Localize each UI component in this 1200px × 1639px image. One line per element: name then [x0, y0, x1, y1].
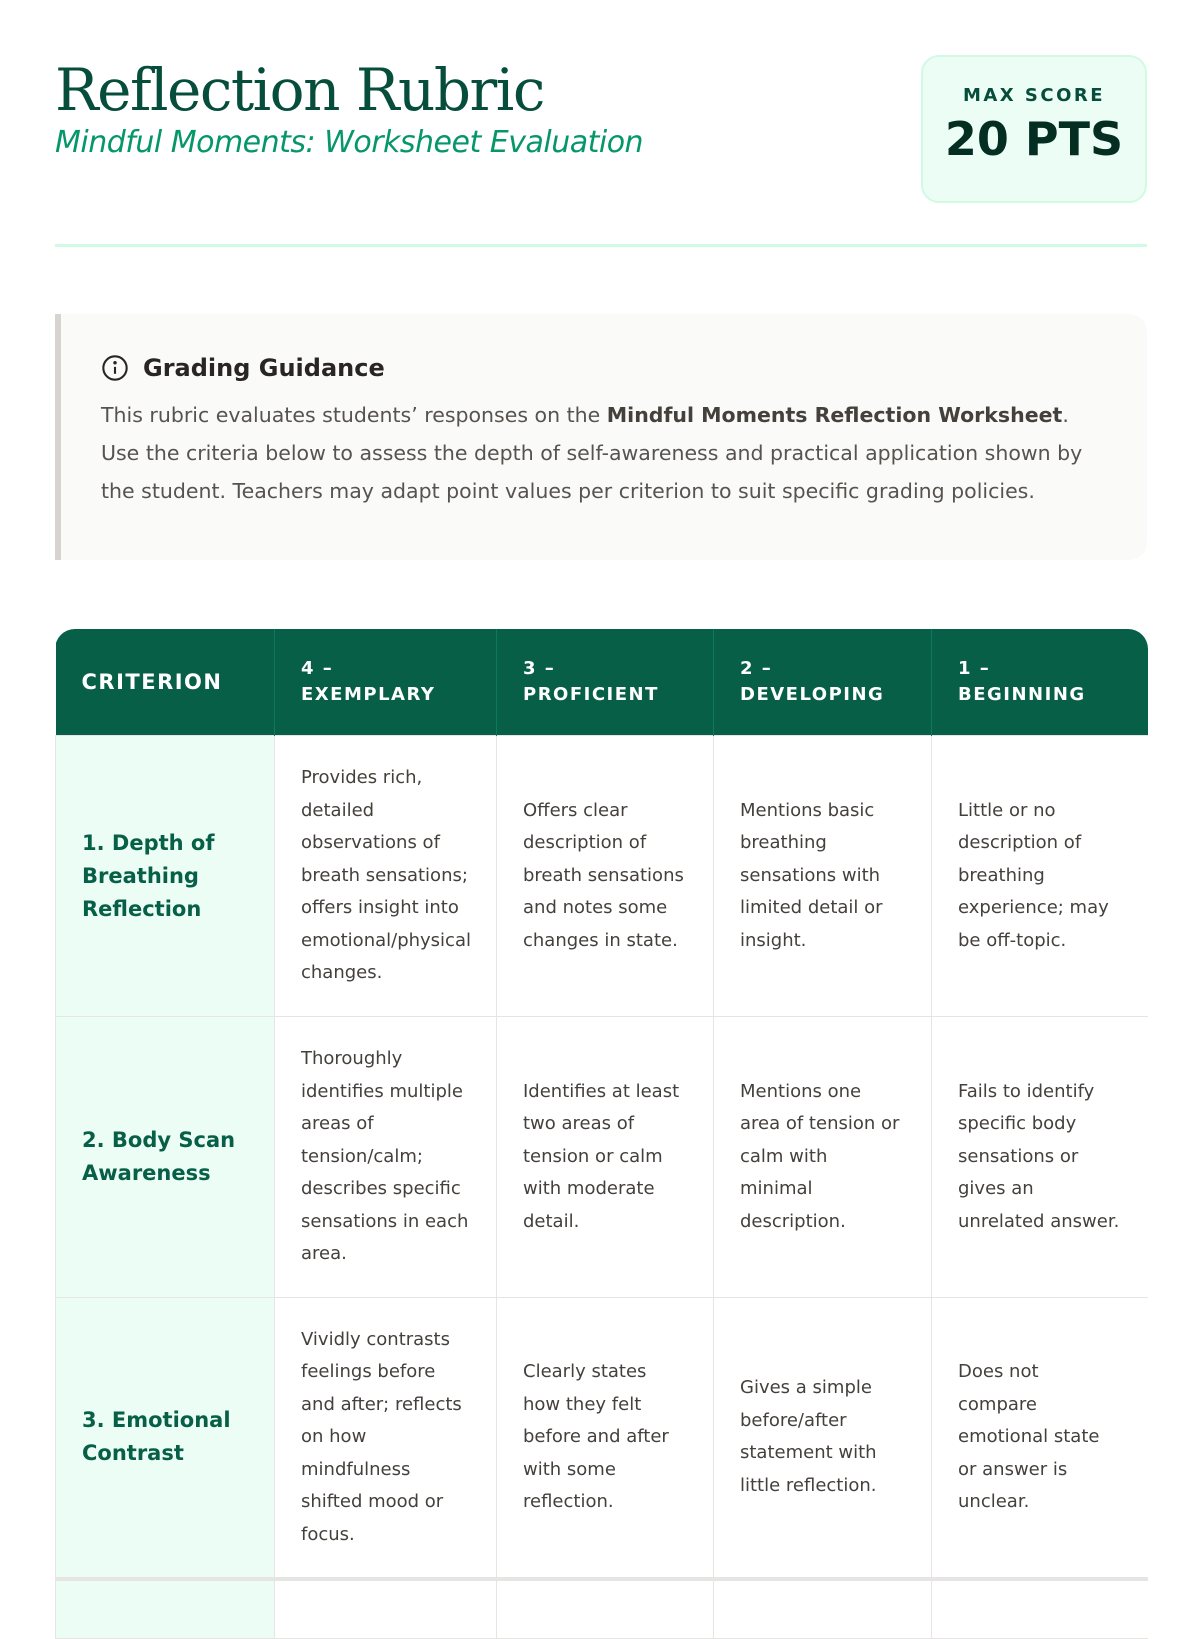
rubric-table: [55, 629, 1148, 1639]
rubric-cell: Does not compare emotional state or answer is unclear.: [932, 1298, 1149, 1579]
max-score-label: MAX SCORE: [962, 85, 1106, 106]
page-subtitle: Mindful Moments: Worksheet Evaluation: [55, 125, 644, 160]
table-row: [56, 736, 1149, 1017]
guidance-text-part: This rubric evaluates students’ responses on the: [101, 403, 607, 427]
rubric-cell: [714, 1579, 932, 1639]
worksheet-name: Mindful Moments Reflection Worksheet: [606, 403, 1063, 427]
rubric-cell: Vividly contrasts feelings before and after; reflects on how mindfulness shifted mood or focus.: [275, 1298, 497, 1579]
page-header: [55, 55, 1147, 205]
max-score-badge: [921, 55, 1147, 203]
rubric-cell: Mentions basic breathing sensations with limited detail or insight.: [714, 736, 932, 1017]
rubric-cell: Little or no description of breathing experience; may be off-topic.: [932, 736, 1149, 1017]
header-developing: 2 – DEVELOPING: [714, 629, 932, 736]
grading-guidance-box: [55, 314, 1147, 560]
rubric-cell: [497, 1579, 714, 1639]
header-exemplary: 4 – EXEMPLARY: [275, 629, 497, 736]
table-row: [56, 1017, 1149, 1298]
rubric-cell: Clearly states how they felt before and after with some reflection.: [497, 1298, 714, 1579]
rubric-cell: Identifies at least two areas of tension or calm with moderate detail.: [497, 1017, 714, 1298]
rubric-cell: Offers clear description of breath sensations and notes some changes in state.: [497, 736, 714, 1017]
criterion-name: 1. Depth of Breathing Reflection: [56, 736, 275, 1017]
rubric-cell: Mentions one area of tension or calm with minimal description.: [714, 1017, 932, 1298]
guidance-text-part: . Use the criteria below to assess the depth of self-awareness and practical application shown by the student. Teachers may adapt point values per criterion to suit specific grading policies.: [101, 403, 1083, 503]
criterion-name: 2. Body Scan Awareness: [56, 1017, 275, 1298]
header-beginning: 1 – BEGINNING: [932, 629, 1149, 736]
header-proficient: 3 – PROFICIENT: [497, 629, 714, 736]
info-icon: [101, 354, 129, 382]
rubric-cell: [275, 1579, 497, 1639]
criterion-name: [56, 1579, 275, 1639]
rubric-cell: Thoroughly identifies multiple areas of tension/calm; describes specific sensations in each area.: [275, 1017, 497, 1298]
page-title: Reflection Rubric: [55, 56, 544, 124]
header-criterion: CRITERION: [56, 629, 275, 736]
guidance-text: [101, 396, 1101, 510]
header-divider: [55, 244, 1147, 247]
guidance-title: Grading Guidance: [143, 354, 385, 382]
rubric-cell: Fails to identify specific body sensations or gives an unrelated answer.: [932, 1017, 1149, 1298]
rubric-cell: [932, 1579, 1149, 1639]
rubric-cell: Provides rich, detailed observations of breath sensations; offers insight into emotional/physical changes.: [275, 736, 497, 1017]
criterion-name: 3. Emotional Contrast: [56, 1298, 275, 1579]
max-score-value: 20 PTS: [944, 112, 1124, 166]
table-row: [56, 1579, 1149, 1639]
rubric-cell: Gives a simple before/after statement with little reflection.: [714, 1298, 932, 1579]
table-row: [56, 1298, 1149, 1579]
